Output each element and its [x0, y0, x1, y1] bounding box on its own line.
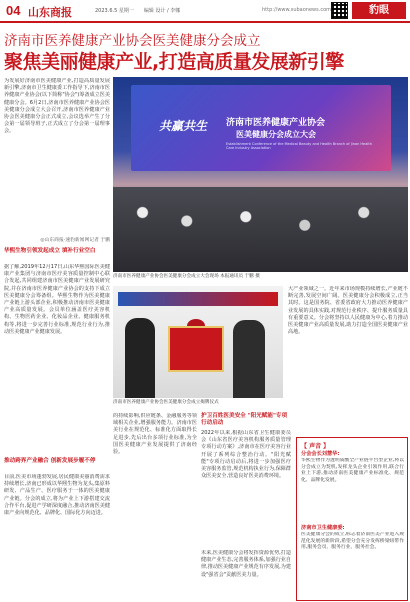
page-number: 04 — [6, 3, 21, 18]
column-2b-body: 2022年以来,根据山东省卫生健康委员会《山东省医疗美容机构服务质量管理专项行动方案》,济南市在医疗美容行业开展了系列综合整治行动。"阳光赋能"专项行动启动后,将进一步加强医疗美容服务监管,规范机构执业行为,保障群众医美安全,营造良好医美消费环境。 — [201, 430, 291, 480]
photo-caption-2: 济南市医养健康产业协会医美健康分会成立揭牌仪式 — [113, 400, 219, 405]
column-3-body: 大产业领域之一。近年来市场规模持续增长,产业链不断完善,发展空间广阔。医美健康分会积极成立,正当其时。这是国务院、省委省政府大力推动医养健康产业发展的具体实践,对规范行业秩序、提升服务质量具有重要意义。分会将坚持以人民健康为中心,着力推动医美健康产业高质量发展,助力打造全国医美健康产业高地。 — [288, 286, 408, 336]
unveiling-photo — [113, 286, 283, 398]
sidebar-title: 【 声音 】 — [301, 443, 330, 450]
voices-sidebar — [296, 437, 408, 601]
column-2-body: 的持续影响,供应链条、金融服务等领域相关企业,增强服务能力。济南市医美行业在规范化、标准化方面取得长足进步,先后出台多项行业标准,为全国医美健康产业发展提供了济南经验。 — [113, 413, 197, 456]
screen-calligraphy: 共赢共生 — [159, 119, 208, 133]
plaque — [168, 326, 224, 372]
header-divider — [0, 21, 410, 23]
audience — [113, 187, 408, 272]
site-url[interactable]: http://www.subaonews.com — [262, 7, 331, 13]
paper-name: 山东商报 — [28, 6, 72, 19]
speaker-right — [233, 320, 265, 398]
section-badge: 豹眼 — [352, 2, 406, 19]
masthead — [0, 0, 410, 20]
speaker-left — [125, 318, 155, 398]
column-2b-body-2: 未来,医美健康分会将发挥资源优势,打造健康产业生态,完善服务体系,加强行业自律,推动医美健康产业规范有序发展,为建设"强省会"贡献医美力量。 — [201, 550, 291, 578]
article-kicker: 济南市医养健康产业协会医美健康分会成立 — [4, 33, 261, 49]
subhead-1: 华熙生物引领发起成立 填补行业空白 — [4, 248, 96, 254]
sidebar-quote-1: 华熙生物作为透明质酸全产业链平台型企业,将以分会成立为契机,发挥龙头企业引领作用,联合行业上下游,推动济南医美健康产业标准化、规范化、品牌化发展。 — [301, 458, 404, 483]
column-1-body: 据了解,2019年12月17日,山东华熙国际医美健康产业集团与济南市医疗美容质量控制中心联合发起,共同组建济南市医美健康产业发展研究院,并在济南市医养健康产业协会的支持下成立医美健康分会筹备组。华熙生物作为医美健康产业链上游头部企业,积极推动济南市医美健康产业高质量发展。会员单位涵盖医疗美容机构、生物医药企业、化妆品企业、健康服务机构等,将进一步完善行业标准,规范行业行为,推动医美健康产业健康发展。 — [4, 264, 110, 335]
conference-photo — [113, 77, 408, 272]
backdrop-banner — [118, 292, 278, 306]
article-headline: 聚焦美丽健康产业,打造高质量发展新引擎 — [4, 51, 344, 73]
photo-caption-1: 济南市医养健康产业协会医美健康分会成立大会现场 本报通讯员 于鹏 摄 — [113, 274, 260, 279]
article-byline: ◎山东商报·速豹新闻网记者 于鹏 — [40, 238, 110, 243]
screen-title: 济南市医养健康产业协会 — [226, 118, 326, 128]
subhead-3: 护卫百姓医美安全 "阳光赋能"专项行动启动 — [201, 413, 288, 426]
issue-meta: 2023.6.5 星期一 编辑 设计 / 李娜 — [95, 8, 181, 14]
sidebar-quote-2: 医美健康分会的成立,标志着济南医美产业进入规范化发展的新阶段,希望分会充分发挥桥梁纽带作用,服务会员、服务行业、服务社会。 — [301, 532, 404, 550]
screen-title-2: 医美健康分会成立大会 — [236, 130, 316, 139]
sidebar-speaker-1: 分会会长刘慧华: — [301, 451, 340, 457]
article-lead: 为发展好济南市医美健康产业,打造高质量发展新引擎,济南市卫生健康委工作指导下,济南市医养健康产业协会(以下简称"协会")筹备成立医美健康分会。6月2日,济南市医养健康产业协会医美健康分会成立大会召开,济南市医养健康产业协会医美健康分会正式成立,会议选举产生了分会第一届领导班子,正式成立了分会第一届理事会。 — [4, 78, 110, 135]
sidebar-speaker-2: 济南市卫生健康委: — [301, 525, 345, 531]
subhead-2: 推动跨界产业融合 创新发展步履不停 — [4, 458, 96, 464]
screen-english-title: Establishment Conference of the Medical Beauty and Health Branch of Jinan Health Care Industry Association — [226, 142, 372, 150]
column-1-body-2: 目前,医美市场蓬勃发展,居民健康美丽消费需求持续增长,济南已形成以华熙生物为龙头,集原料研发、产品生产、医疗服务于一体的医美健康产业链。分会的成立,将为产业上下游搭建交流合作平台,促进产学研深度融合,推动济南医美健康产业向规范化、品牌化、国际化方向迈进。 — [4, 474, 110, 517]
stage-screen — [131, 85, 391, 171]
qr-code-icon — [331, 2, 348, 19]
